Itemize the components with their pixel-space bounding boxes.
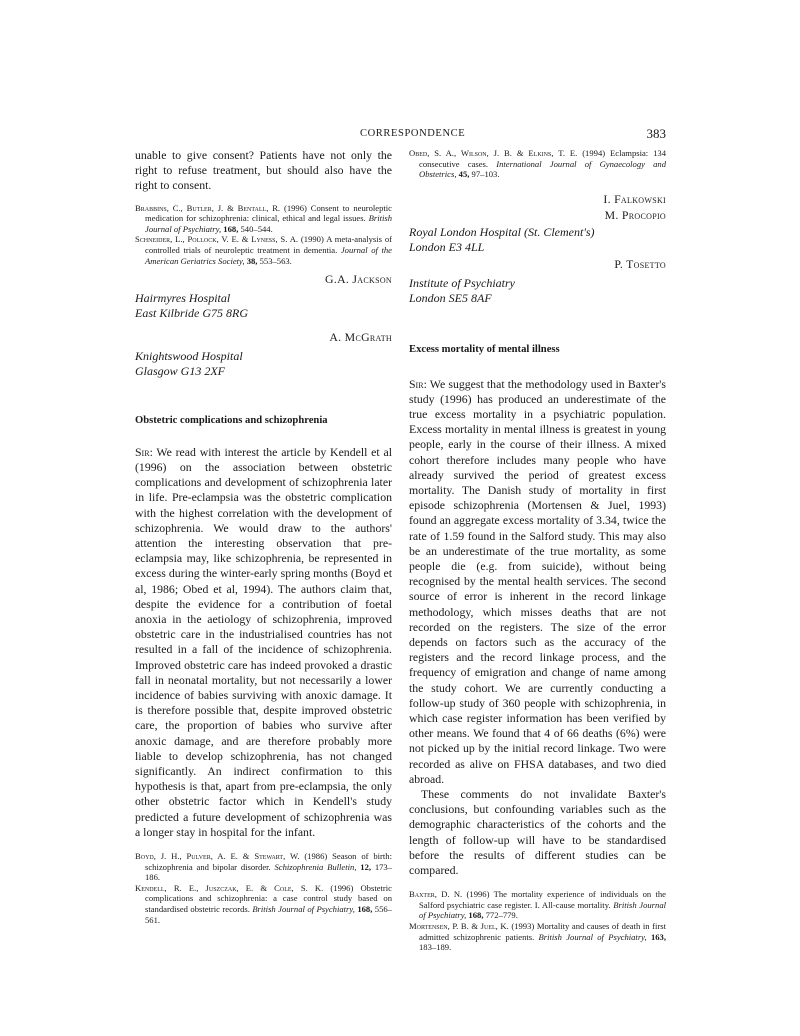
reference-item: Baxter, D. N. (1996) The mortality experience of individuals on the Salford psychiatric case register. I. All-cause mortality. British Journal of Psychiatry, 168, 772–779. <box>409 889 666 921</box>
reference-item: Boyd, J. H., Pulver, A. E. & Stewart, W. (1986) Season of birth: schizophrenia and bipolar disorder. Schizophrenia Bulletin, 12, 173–186. <box>135 851 392 883</box>
page-header <box>135 126 666 144</box>
reference-item: Brabbins, C., Butler, J. & Bentall, R. (1996) Consent to neuroleptic medication for schizophrenia: clinical, ethical and legal issues. British Journal of Psychiatry, 168, 540–544. <box>135 202 393 234</box>
letter-body: Sir: We suggest that the methodology used in Baxter's study (1996) has produced an underestimate of the true excess mortality in a psychiatric population. Excess mortality in mental illness is greatest in young people, early in the course of their illness. A mixed cohort therefore includes many people who have already survived the period of greatest excess mortality. The Danish study of mortality in first episode schizophrenia (Mortensen & Juel, 1993) found an aggregate excess mortality of 3.34, twice the rate of 1.59 found in the Salford study. This may also be an underestimate of the true mortality, as some people die (e.g. from suicide), without being recognised by the mental health services. The second source of error is inherent in the record linkage methodology, which misses deaths that are not recorded on the registers. The size of the error depends on factors such as the accuracy of the registers and the record linkage process, and the frequency of emigration and change of name among the study cohort. We are currently conducting a follow-up study of 360 people with schizophrenia, in which case register information has been verified by other means. We found that 4 of 66 deaths (6%) were not picked up by the initial record linkage. Two were recorded as alive on FHSA databases, and two died abroad. <box>409 376 666 786</box>
signature: A. McGrath <box>329 330 392 345</box>
page-number: 383 <box>646 126 666 141</box>
continued-paragraph: unable to give consent? Patients have not only the right to refuse treatment, but should also have the right to consent. <box>135 148 392 193</box>
address: Knightswood Hospital Glasgow G13 2XF <box>135 348 243 378</box>
address: Institute of Psychiatry London SE5 8AF <box>409 276 515 306</box>
running-title: CORRESPONDENCE <box>360 128 466 139</box>
section-title: Excess mortality of mental illness <box>409 344 560 356</box>
section-title: Obstetric complications and schizophrenia <box>135 414 328 426</box>
reference-list <box>135 203 392 267</box>
letter-body: Sir: We read with interest the article by Kendell et al (1996) on the association between obstetric complications and development of schizophrenia later in life. Pre-eclampsia was the obstetric complication with the highest correlation with the development of schizophrenia. We would draw to the authors' attention the interesting observation that pre-eclampsia may, like schizophrenia, be represented in excess during the winter-early spring months (Boyd et al, 1986; Obed et al, 1994). The authors claim that, despite the evidence for a contribution of foetal anoxia in the aetiology of schizophrenia, improved obstetric care in the industrialised countries has not resulted in a fall of the incidence of schizophrenia. Improved obstetric care has indeed provoked a drastic fall in neonatal mortality, but not necessarily a lower incidence of babies surviving with anoxic damage. It is therefore possible that, despite improved obstetric care, the proportion of babies who survive after anoxic damage, and are therefore probably more liable to develop schizophrenia, has not changed significantly. An indirect confirmation to this hypothesis is that, apart from pre-eclampsia, the only other obstetric factor which in Kendell's study predicted a future development of schizophrenia was a longer stay in hospital for the infant. <box>135 444 392 839</box>
left-column <box>135 148 392 925</box>
reference-list <box>409 889 666 953</box>
signature: G.A. Jackson <box>325 272 392 287</box>
signature: I. Falkowski <box>603 191 666 206</box>
right-column <box>409 148 666 953</box>
reference-item: Mortensen, P. B. & Juel, K. (1993) Mortality and causes of death in first admitted schizophrenic patients. British Journal of Psychiatry, 163, 183–189. <box>409 921 666 953</box>
signature: P. Tosetto <box>614 257 666 272</box>
reference-item: Obed, S. A., Wilson, J. B. & Elkins, T. E. (1994) Eclampsia: 134 consecutive cases. International Journal of Gynaecology and Obstetrics, 45, 97–103. <box>409 148 667 180</box>
reference-list <box>135 851 392 925</box>
address: Royal London Hospital (St. Clement's) London E3 4LL <box>409 225 595 255</box>
letter-body: These comments do not invalidate Baxter's conclusions, but confounding variables such as the demographic characteristics of the cohorts and the length of follow-up will have to be standardised before the results of different studies can be compared. <box>409 787 666 878</box>
address: Hairmyres Hospital East Kilbride G75 8RG <box>135 291 248 321</box>
reference-item: Schneider, L., Pollock, V. E. & Lyness, S. A. (1990) A meta-analysis of controlled trials of neuroleptic treatment in dementia. Journal of the American Geriatrics Society, 38, 553–563. <box>135 234 392 266</box>
signature: M. Procopio <box>604 207 666 222</box>
reference-item: Kendell, R. E., Juszczak, E. & Cole, S. K. (1996) Obstetric complications and schizophrenia: a case control study based on standardised obstetric records. British Journal of Psychiatry, 168, 556–561. <box>135 882 392 925</box>
